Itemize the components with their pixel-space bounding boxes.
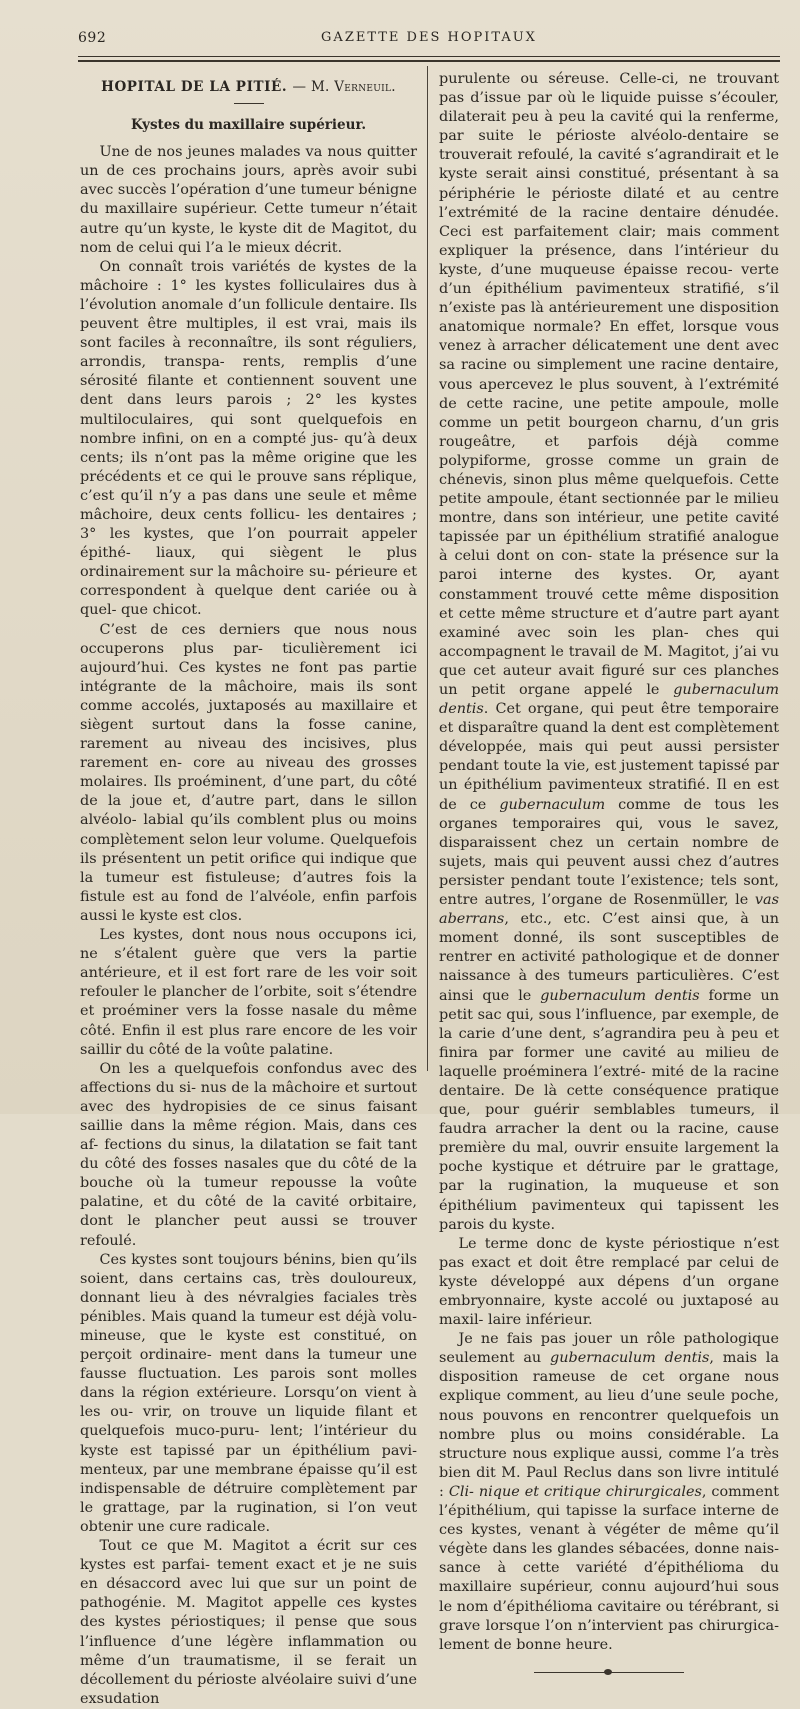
paragraph: Tout ce que M. Magitot a écrit sur ces kystes est parfai- tement exact et je ne suis en désaccord avec lui que sur un point de pathogénie. M. Magitot appelle ces kystes des kystes périostiques; il pense que sous l’influence d’une légère inflammation ou même d’un traumatisme, il se ferait un décollement du périoste alvéolaire suivi d’une exsudation [80, 1538, 417, 1707]
italic-term: vas aberrans [439, 892, 779, 928]
italic-term: gubernaculum dentis [550, 1350, 710, 1367]
page-number: 692 [78, 30, 107, 46]
header-rule-thick [78, 60, 780, 62]
section-title [80, 78, 417, 97]
text-run: , etc., etc. C’est ainsi que, à un moment donné, ils sont susceptibles de rentrer en activité pathologique et de donner naissance à des tumeurs particulières. C’est ainsi que le [439, 911, 779, 1004]
paragraph [439, 70, 779, 1235]
paragraph [439, 1330, 779, 1655]
running-title: GAZETTE DES HOPITAUX [321, 30, 537, 45]
italic-term: gubernaculum [499, 796, 606, 813]
italic-term: gubernaculum dentis [439, 682, 779, 718]
right-column [439, 70, 779, 1677]
left-column [80, 70, 417, 1709]
text-run: forme un petit sac qui, sous l’influence, par exemple, de la carie d’une dent, s’agrandira peu à peu et finira par former une cavité au milieu de laquelle proéminera l’extré- mité de la racine dentaire. De là cette conséquence pratique que, pour guérir semblables tumeurs, il faudra arracher la dent ou la racine, cause première du mal, ouvrir ensuite largement la poche kystique et détruire par le grattage, par la rugination, la muqueuse et son épithélium pavimenteux qui tapissent les parois du kyste. [439, 987, 779, 1233]
text-run: Je ne fais pas jouer un rôle pathologique seulement au [439, 1331, 779, 1367]
page-header [78, 30, 780, 50]
text-run: . Cet organe, qui peut être temporaire et disparaître quand la dent est complètement développée, mais qui peut aussi persister pendant toute la vie, est justement tapissé par un épithélium pavimenteux stratifié. Il en est de ce [439, 701, 779, 813]
article-end-rule [534, 1669, 684, 1677]
italic-term: Cli- nique et critique chirurgicales [448, 1483, 702, 1500]
header-rule-thin [78, 56, 780, 57]
paragraph: Une de nos jeunes malades va nous quitter un de ces prochains jours, après avoir subi avec succès l’opération d’une tumeur bénigne du maxillaire supérieur. Cette tumeur n’était autre qu’un kyste, le kyste dit de Magitot, du nom de celui qui l’a le mieux décrit. [80, 144, 417, 256]
paragraph: Le terme donc de kyste périostique n’est pas exact et doit être remplacé par celui de kyste développé aux dépens d’un organe embryonnaire, kyste accolé ou juxtaposé au maxil- laire inférieur. [439, 1235, 779, 1329]
paragraph: C’est de ces derniers que nous nous occuperons plus par- ticulièrement ici aujourd’hui. Ces kystes ne font pas partie intégrante de la mâchoire, mais ils sont comme accolés, juxtaposés au maxillaire et siègent surtout dans la fosse canine, rarement au niveau des incisives, plus rarement en- core au niveau des grosses molaires. Ils proéminent, d’une part, du côté de la joue et, d’autre part, dans le sillon alvéolo- labial qu’ils comblent plus ou moins complètement selon leur volume. Quelquefois ils présentent un petit orifice qui indique que la tumeur est fistuleuse; d’autres fois la fistule est au fond de l’alvéole, enfin parfois aussi le kyste est clos. [80, 621, 417, 924]
paragraph: Les kystes, dont nous nous occupons ici, ne s’étalent guère que vers la partie antérieure, et il est fort rare de les voir soit refouler le plancher de l’orbite, soit s’étendre et proéminer vers la fosse nasale du même côté. Enfin il est plus rare encore de les voir saillir du côté de la voûte palatine. [80, 927, 417, 1058]
text-run: purulente ou séreuse. Celle-ci, ne trouvant pas d’issue par où le liquide puisse s’écouler, dilaterait peu à peu la cavité qui la renferme, par suite le périoste alvéolo-dentaire se trouverait refoulé, la cavité s’agrandirait et le kyste serait ainsi constitué, présentant à sa périphérie le périoste dilaté et au centre l’extrémité de la racine dentaire dénudée. Ceci est parfaitement clair; mais comment expliquer la présence, dans l’intérieur du kyste, d’une muqueuse épaisse recou- verte d’un épithélium pavimenteux stratifié, s’il n’existe pas là antérieurement une disposition anatomique normale? En effet, lorsque vous venez à arracher délicatement une dent avec sa racine ou simplement une racine dentaire, vous apercevez le plus souvent, à l’extrémité de cette racine, une petite ampoule, molle comme un petit bourgeon charnu, d’un gris rougeâtre, et parfois déjà comme polypiforme, grosse comme un grain de chénevis, sinon plus même quelquefois. Cette petite ampoule, étant sectionnée par le milieu montre, dans son intérieur, une petite cavité tapissée par un épithélium stratifié analogue à celui dont on con- state la présence sur la paroi interne des kystes. Or, ayant constamment trouvé cette même disposition et cette même structure et d’autre part ayant examiné avec soin les plan- ches qui accompagnent le travail de M. Magitot, j’ai vu que cet auteur avait figuré sur ces planches un petit organe appelé le [439, 71, 779, 698]
article-subtitle: Kystes du maxillaire supérieur. [130, 117, 367, 134]
text-run: comme de tous les organes temporaires qui, vous le savez, disparaissent chez un certain nombre de sujets, mais qui peuvent aussi chez d’autres persister pendant toute l’existence; tels sont, entre autres, l’organe de Rosenmüller, le [439, 796, 779, 909]
section-hospital: HOPITAL DE LA PITIÉ. [101, 79, 288, 95]
text-run: , comment l’épithélium, qui tapisse la surface interne de ces kystes, venant à végéter de même qu’il végète dans les glandes sébacées, donne nais- sance à cette variété d’épithélioma du maxillaire supérieur, connu aujourd’hui sous le nom d’épithélioma cavitaire ou térébrant, si grave lorsque l’on n’intervient pas chirurgica- lement de bonne heure. [439, 1483, 779, 1653]
text-run: , mais la disposition rameuse de cet organe nous explique comment, au lieu d’une seule poche, nous pouvons en rencontrer quelquefois un nombre plus ou moins considérable. La structure nous explique aussi, comme l’a très bien dit M. Paul Reclus dans son livre intitulé : [439, 1350, 779, 1500]
section-author: — M. Verneuil. [292, 79, 396, 95]
title-rule [234, 103, 264, 104]
italic-term: gubernaculum dentis [540, 987, 700, 1004]
paragraph: On les a quelquefois confondus avec des affections du si- nus de la mâchoire et surtout avec des hydropisies de ce sinus faisant saillie dans la même région. Mais, dans ces af- fections du sinus, la dilatation se fait tant du côté des fosses nasales que du côté de la bouche où la tumeur repousse la voûte palatine, et du côté de la cavité orbitaire, dont le plancher peut aussi se trouver refoulé. [80, 1060, 417, 1249]
paragraph: On connaît trois variétés de kystes de la mâchoire : 1° les kystes folliculaires dus à l’évolution anomale d’un follicule dentaire. Ils peuvent être multiples, il est vrai, mais ils sont faciles à reconnaître, ils sont réguliers, arrondis, transpa- rents, remplis d’une sérosité filante et contiennent souvent une dent dans leurs parois ; 2° les kystes multiloculaires, qui sont quelquefois en nombre infini, on en a compté jus- qu’à deux cents; ils n’ont pas la même origine que les précédents et ce qui le prouve sans réplique, c’est qu’il n’y a pas dans une seule et même mâchoire, deux cents follicu- les dentaires ; 3° les kystes, que l’on pourrait appeler épithé- liaux, qui siègent le plus ordinairement sur la mâchoire su- périeure et correspondent à quelque dent cariée ou à quel- que chicot. [80, 258, 417, 619]
column-divider [427, 66, 428, 1071]
end-rule-ornament [604, 1669, 612, 1675]
paragraph: Ces kystes sont toujours bénins, bien qu’ils soient, dans certains cas, très douloureux, donnant lieu à des névralgies faciales très pénibles. Mais quand la tumeur est déjà volu- mineuse, que le kyste est constitué, on perçoit ordinaire- ment dans la tumeur une fausse fluctuation. Les parois sont molles dans la région extérieure. Lorsqu’on vient à les ou- vrir, on trouve un liquide filant et quelquefois muco-puru- lent; l’intérieur du kyste est tapissé par un épithélium pavi- menteux, par une membrane épaisse qu’il est indispensable de détruire complètement par le grattage, par la rugination, si l’on veut obtenir une cure radicale. [80, 1251, 417, 1535]
